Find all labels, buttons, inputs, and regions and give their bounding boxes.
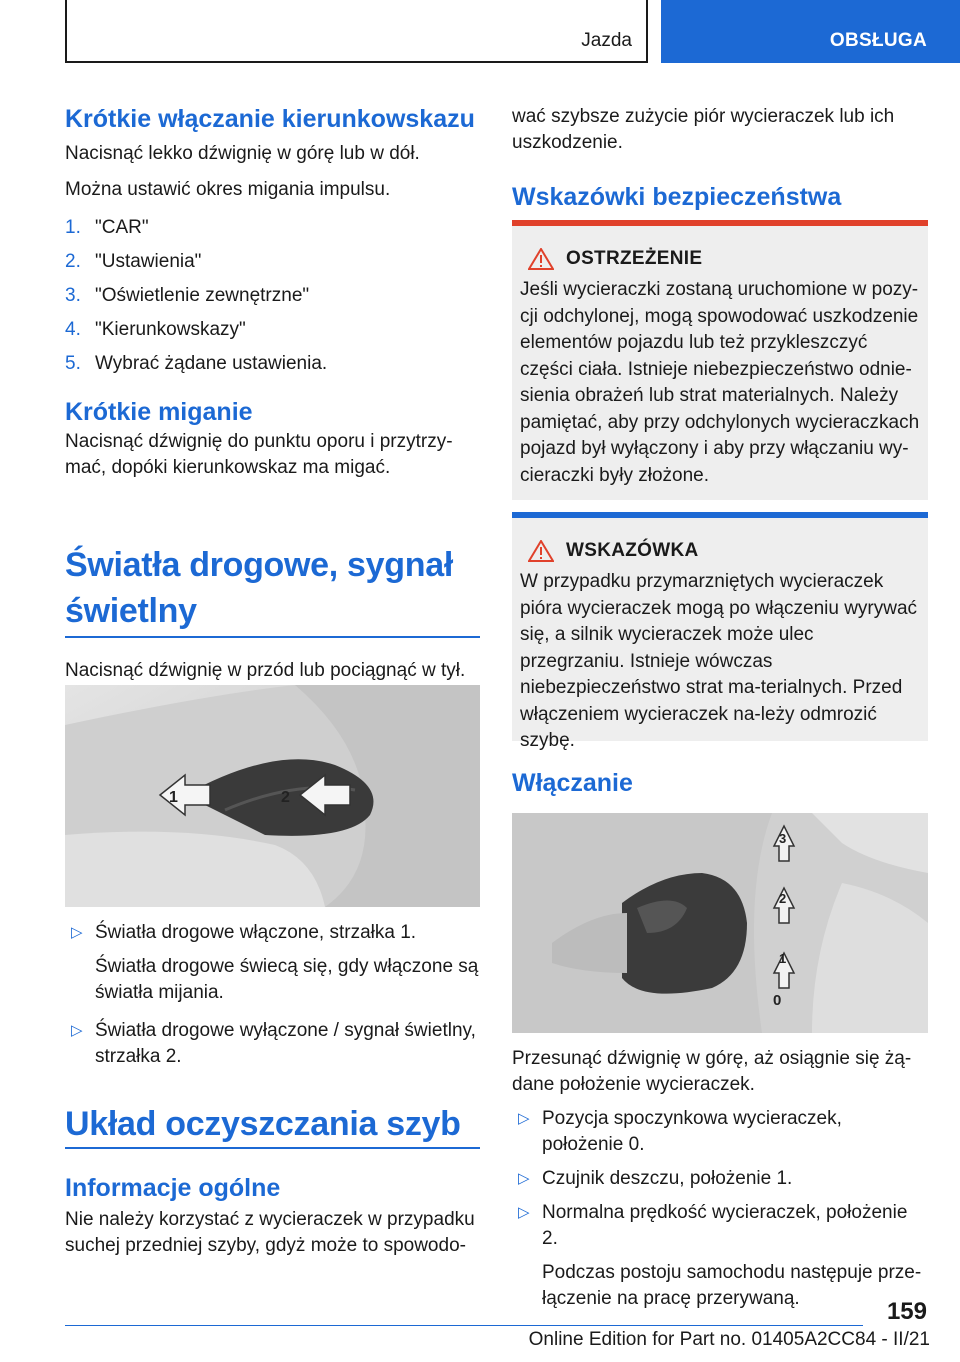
triangle-bullet-icon: ▷ (71, 924, 83, 941)
header-section-title: Jazda (581, 30, 632, 51)
triangle-bullet-icon: ▷ (518, 1204, 530, 1221)
position-label-1: 1 (779, 951, 787, 966)
list-item (65, 351, 480, 385)
stalk-illustration (65, 685, 480, 907)
list-item (65, 249, 480, 283)
heading-swiatla-drogowe: Światła drogowe, sygnał świetlny (65, 546, 453, 630)
heading-krotkie-wlaczanie: Krótkie włączanie kierunkowskazu (65, 105, 475, 133)
section-swiatla (65, 542, 480, 684)
page-number: 159 (886, 1298, 927, 1325)
warning-title: OSTRZEŻENIE (566, 248, 703, 269)
list-item (65, 1018, 480, 1070)
header-tab: OBSŁUGA (661, 0, 960, 63)
triangle-bullet-icon: ▷ (71, 1022, 83, 1039)
heading-wlaczanie: Włączanie (512, 769, 633, 797)
step-text: "Oświetlenie zewnętrzne" (95, 285, 310, 306)
step-text: "CAR" (95, 217, 149, 238)
list-item (512, 1200, 928, 1252)
list-item (65, 283, 480, 317)
paragraph: Przesunąć dźwignię w górę, aż osiągnie się żą-dane położenie wycieraczek. (512, 1048, 912, 1095)
left-bullets (65, 920, 480, 1070)
arrow-label-1: 1 (169, 789, 178, 806)
note-box (512, 512, 928, 751)
triangle-bullet-icon: ▷ (518, 1110, 530, 1127)
step-number: 1. (65, 217, 81, 238)
list-item (512, 1166, 928, 1192)
heading-uklad-oczyszczania: Układ oczyszczania szyb (65, 1105, 461, 1143)
heading-rule (65, 1147, 480, 1149)
step-number: 2. (65, 251, 81, 272)
bullet-text: Pozycja spoczynkowa wycieraczek, położenie 0. (542, 1108, 842, 1155)
paragraph: Nacisnąć dźwignię do punktu oporu i przytrzy-mać, dopóki kierunkowskaz ma migać. (65, 431, 453, 478)
footer-rule (65, 1325, 863, 1326)
step-number: 3. (65, 285, 81, 306)
step-number: 4. (65, 319, 81, 340)
step-text: "Kierunkowskazy" (95, 319, 246, 340)
right-instructions (512, 1046, 928, 1312)
paragraph: Można ustawić okres migania impulsu. (65, 179, 391, 200)
list-item (65, 317, 480, 351)
position-label-2: 2 (779, 891, 787, 906)
list-item (65, 215, 480, 249)
step-text: "Ustawienia" (95, 251, 202, 272)
bullet-text: Normalna prędkość wycieraczek, położenie 2. (542, 1202, 908, 1249)
warning-triangle-icon (528, 248, 554, 270)
section-wlaczanie (512, 768, 928, 798)
position-label-0: 0 (773, 992, 782, 1009)
heading-informacje-ogolne: Informacje ogólne (65, 1174, 281, 1202)
arrow-label-2: 2 (281, 789, 290, 806)
bullet-text: Światła drogowe włączone, strzałka 1. (95, 922, 417, 943)
heading-krotkie-miganie: Krótkie miganie (65, 398, 253, 426)
warning-header (520, 248, 920, 270)
wiper-diagram (512, 813, 928, 1033)
note-title: WSKAZÓWKA (566, 540, 699, 561)
bullet-subtext-text: Podczas postoju samochodu następuje prze-łączenie na pracę przerywaną. (542, 1262, 922, 1309)
step-number: 5. (65, 353, 81, 374)
paragraph: wać szybsze zużycie piór wycieraczek lub ich uszkodzenie. (512, 106, 895, 153)
wiper-stalk-illustration (512, 813, 928, 1033)
steps-list (65, 215, 480, 385)
heading-wskazowki: Wskazówki bezpieczeństwa (512, 183, 842, 211)
paragraph: Nacisnąć dźwignię w przód lub pociągnąć w tył. (65, 660, 466, 681)
right-column (512, 104, 928, 212)
triangle-bullet-icon: ▷ (518, 1170, 530, 1187)
left-column (65, 104, 480, 481)
bullet-subtext-text: Światła drogowe świecą się, gdy włączone są światła mijania. (95, 956, 479, 1003)
heading-rule (65, 636, 480, 638)
list-item (65, 920, 480, 946)
note-text: W przypadku przymarzniętych wycieraczek pióra wycieraczek mogą po włączeniu wyrywać się, a silnik wycieraczek może ulec przegrzaniu. Istnieje wówczas niebezpieczeństwo strat ma-terialnych. Przed włączeniem wycieraczek na-leży odmrozić szybę. (520, 571, 918, 751)
bullet-subtext (512, 1260, 928, 1312)
bullet-subtext (65, 954, 480, 1006)
paragraph: Nie należy korzystać z wycieraczek w przypadku suchej przedniej szyby, gdyż może to spowodo- (65, 1209, 475, 1256)
stalk-diagram (65, 685, 480, 907)
footer-edition: Online Edition for Part no. 01405A2CC84 - II/21 (528, 1329, 930, 1350)
warning-triangle-icon (528, 540, 554, 562)
paragraph: Nacisnąć lekko dźwignię w górę lub w dół. (65, 143, 420, 164)
step-text: Wybrać żądane ustawienia. (95, 353, 328, 374)
bullet-text: Czujnik deszczu, położenie 1. (542, 1168, 793, 1189)
list-item (512, 1106, 928, 1158)
bullet-text: Światła drogowe wyłączone / sygnał świetlny, strzałka 2. (95, 1020, 476, 1067)
section-uklad (65, 1104, 480, 1259)
warning-text: Jeśli wycieraczki zostaną uruchomione w pozy-cji odchylonej, mogą spowodować uszkodzenie elementów pojazdu lub też przykleszczyć części ciała. Istnieje niebezpieczeństwo odnie-sienia obrażeń lub strat materialnych. Należy pamiętać, aby przy odchylonych wycieraczkach pojazd był wyłączony i aby przy włączaniu wy-cieraczki były złożone. (520, 279, 920, 486)
position-label-3: 3 (779, 831, 787, 846)
note-header (520, 540, 920, 562)
warning-box (512, 220, 928, 500)
